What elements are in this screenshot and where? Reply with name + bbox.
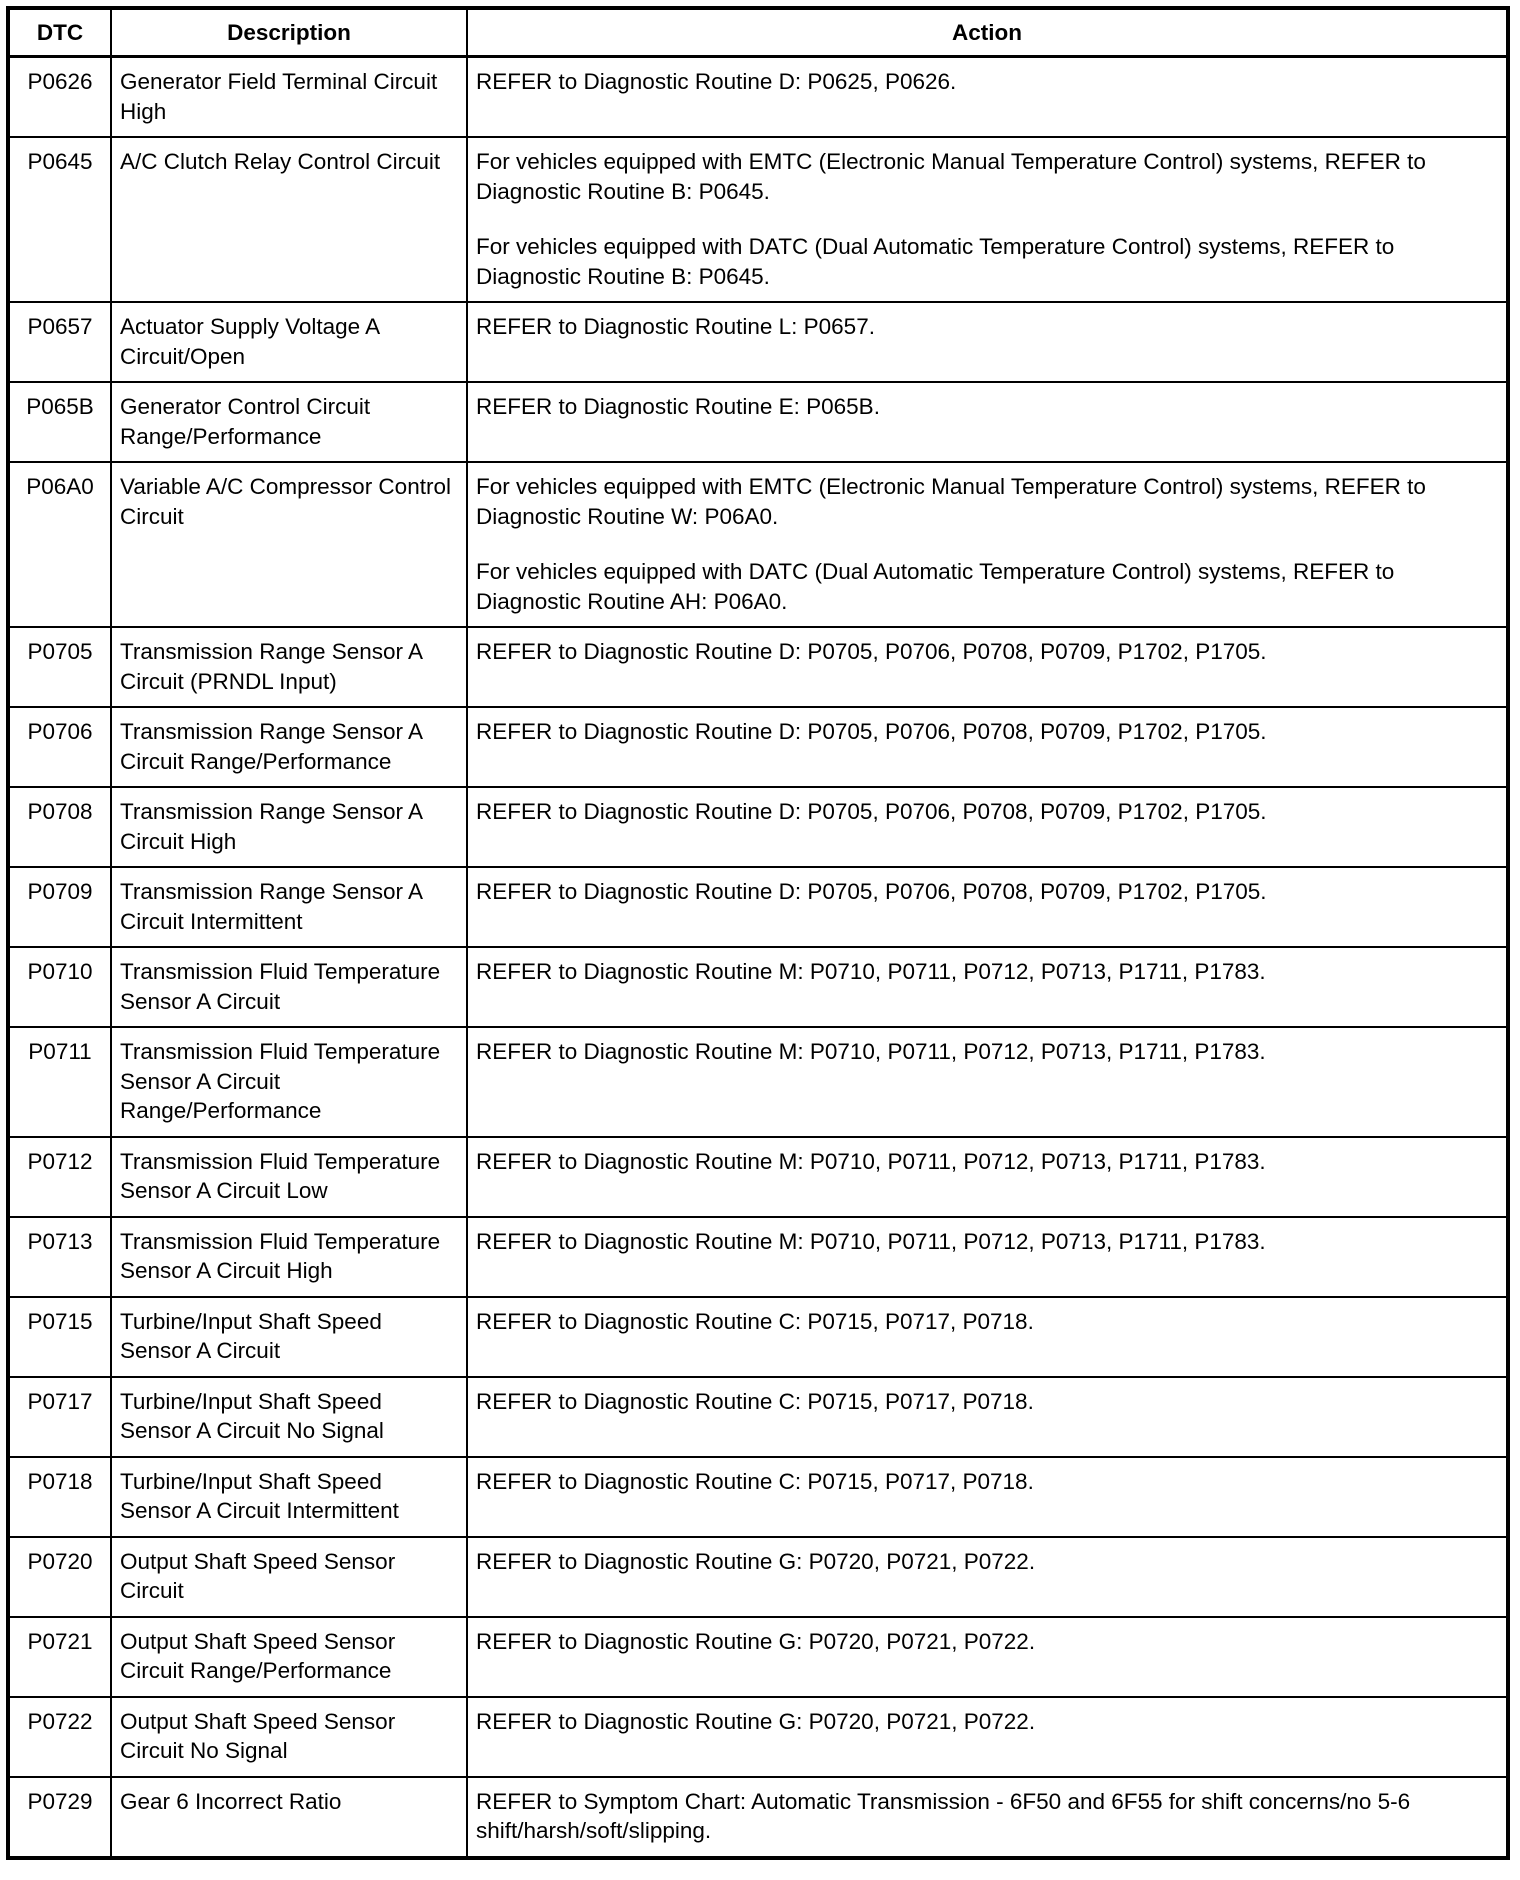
description-cell: Output Shaft Speed Sensor Circuit Range/Performance <box>111 1617 467 1697</box>
dtc-code-cell: P0712 <box>8 1137 111 1217</box>
column-header-dtc: DTC <box>8 8 111 57</box>
dtc-code-cell: P0721 <box>8 1617 111 1697</box>
action-cell <box>467 707 1508 787</box>
description-cell: Transmission Range Sensor A Circuit (PRNDL Input) <box>111 627 467 707</box>
dtc-code-cell: P0713 <box>8 1217 111 1297</box>
action-cell <box>467 1217 1508 1297</box>
action-cell <box>467 1137 1508 1217</box>
dtc-table <box>6 6 1510 1860</box>
column-header-description: Description <box>111 8 467 57</box>
description-cell: Turbine/Input Shaft Speed Sensor A Circuit <box>111 1297 467 1377</box>
dtc-code-cell: P06A0 <box>8 462 111 627</box>
action-paragraph: REFER to Diagnostic Routine G: P0720, P0721, P0722. <box>476 1708 1036 1734</box>
table-row <box>8 137 1508 302</box>
action-paragraph: REFER to Diagnostic Routine G: P0720, P0721, P0722. <box>476 1548 1036 1574</box>
action-paragraph: REFER to Symptom Chart: Automatic Transmission - 6F50 and 6F55 for shift concerns/no 5-6 shift/harsh/soft/slipping. <box>476 1788 1411 1843</box>
action-paragraph: REFER to Diagnostic Routine L: P0657. <box>476 314 875 339</box>
description-cell: Turbine/Input Shaft Speed Sensor A Circuit Intermittent <box>111 1457 467 1537</box>
action-paragraph: REFER to Diagnostic Routine M: P0710, P0711, P0712, P0713, P1711, P1783. <box>476 1148 1266 1174</box>
action-cell <box>467 57 1508 138</box>
action-cell <box>467 1377 1508 1457</box>
table-row <box>8 382 1508 462</box>
action-cell <box>467 1027 1508 1137</box>
table-row <box>8 302 1508 382</box>
table-row <box>8 1027 1508 1137</box>
dtc-code-cell: P0705 <box>8 627 111 707</box>
action-paragraph: REFER to Diagnostic Routine D: P0705, P0706, P0708, P0709, P1702, P1705. <box>476 799 1267 824</box>
table-row <box>8 462 1508 627</box>
dtc-code-cell: P0718 <box>8 1457 111 1537</box>
action-paragraph: REFER to Diagnostic Routine D: P0625, P0626. <box>476 69 957 94</box>
description-cell: Actuator Supply Voltage A Circuit/Open <box>111 302 467 382</box>
description-cell: Transmission Fluid Temperature Sensor A Circuit <box>111 947 467 1027</box>
description-cell: Transmission Fluid Temperature Sensor A Circuit Low <box>111 1137 467 1217</box>
table-row <box>8 1537 1508 1617</box>
dtc-code-cell: P0715 <box>8 1297 111 1377</box>
description-cell: Gear 6 Incorrect Ratio <box>111 1777 467 1858</box>
action-paragraph: REFER to Diagnostic Routine D: P0705, P0706, P0708, P0709, P1702, P1705. <box>476 639 1267 664</box>
description-cell: Variable A/C Compressor Control Circuit <box>111 462 467 627</box>
action-paragraph: For vehicles equipped with EMTC (Electronic Manual Temperature Control) systems, REFER to Diagnostic Routine W: P06A0. <box>476 474 1426 529</box>
action-cell <box>467 382 1508 462</box>
dtc-code-cell: P0708 <box>8 787 111 867</box>
dtc-code-cell: P0711 <box>8 1027 111 1137</box>
dtc-code-cell: P0626 <box>8 57 111 138</box>
table-row <box>8 1297 1508 1377</box>
description-cell: Generator Field Terminal Circuit High <box>111 57 467 138</box>
table-row <box>8 947 1508 1027</box>
action-paragraph: REFER to Diagnostic Routine C: P0715, P0717, P0718. <box>476 1468 1034 1494</box>
description-cell: Output Shaft Speed Sensor Circuit <box>111 1537 467 1617</box>
description-cell: Transmission Range Sensor A Circuit Intermittent <box>111 867 467 947</box>
action-cell <box>467 1537 1508 1617</box>
dtc-code-cell: P0720 <box>8 1537 111 1617</box>
dtc-code-cell: P0706 <box>8 707 111 787</box>
dtc-code-cell: P065B <box>8 382 111 462</box>
column-header-action: Action <box>467 8 1508 57</box>
action-paragraph: REFER to Diagnostic Routine D: P0705, P0706, P0708, P0709, P1702, P1705. <box>476 719 1267 744</box>
table-row <box>8 1777 1508 1858</box>
action-cell <box>467 137 1508 302</box>
action-cell <box>467 1457 1508 1537</box>
action-cell <box>467 1777 1508 1858</box>
dtc-code-cell: P0709 <box>8 867 111 947</box>
table-row <box>8 1697 1508 1777</box>
action-cell <box>467 627 1508 707</box>
table-body <box>8 57 1508 1858</box>
table-row <box>8 1217 1508 1297</box>
action-paragraph: For vehicles equipped with EMTC (Electronic Manual Temperature Control) systems, REFER to Diagnostic Routine B: P0645. <box>476 149 1426 204</box>
action-paragraph: REFER to Diagnostic Routine M: P0710, P0711, P0712, P0713, P1711, P1783. <box>476 959 1266 984</box>
description-cell: Turbine/Input Shaft Speed Sensor A Circuit No Signal <box>111 1377 467 1457</box>
action-cell <box>467 867 1508 947</box>
action-paragraph: REFER to Diagnostic Routine C: P0715, P0717, P0718. <box>476 1388 1034 1414</box>
action-cell <box>467 1617 1508 1697</box>
description-cell: Transmission Range Sensor A Circuit Range/Performance <box>111 707 467 787</box>
table-row <box>8 1617 1508 1697</box>
action-paragraph: For vehicles equipped with DATC (Dual Automatic Temperature Control) systems, REFER to Diagnostic Routine B: P0645. <box>476 234 1395 289</box>
table-row <box>8 1137 1508 1217</box>
dtc-code-cell: P0710 <box>8 947 111 1027</box>
description-cell: A/C Clutch Relay Control Circuit <box>111 137 467 302</box>
table-row <box>8 707 1508 787</box>
action-paragraph: REFER to Diagnostic Routine G: P0720, P0721, P0722. <box>476 1628 1036 1654</box>
action-paragraph: REFER to Diagnostic Routine C: P0715, P0717, P0718. <box>476 1308 1034 1334</box>
dtc-code-cell: P0722 <box>8 1697 111 1777</box>
table-row <box>8 627 1508 707</box>
dtc-table-container <box>6 6 1510 1860</box>
action-cell <box>467 947 1508 1027</box>
dtc-code-cell: P0645 <box>8 137 111 302</box>
table-row <box>8 787 1508 867</box>
description-cell: Transmission Range Sensor A Circuit High <box>111 787 467 867</box>
action-cell <box>467 462 1508 627</box>
table-row <box>8 1377 1508 1457</box>
table-row <box>8 1457 1508 1537</box>
description-cell: Transmission Fluid Temperature Sensor A Circuit Range/Performance <box>111 1027 467 1137</box>
action-cell <box>467 1297 1508 1377</box>
table-row <box>8 867 1508 947</box>
dtc-code-cell: P0657 <box>8 302 111 382</box>
table-header-row <box>8 8 1508 57</box>
description-cell: Output Shaft Speed Sensor Circuit No Signal <box>111 1697 467 1777</box>
action-cell <box>467 787 1508 867</box>
table-row <box>8 57 1508 138</box>
action-paragraph: REFER to Diagnostic Routine E: P065B. <box>476 394 880 419</box>
action-paragraph: REFER to Diagnostic Routine D: P0705, P0706, P0708, P0709, P1702, P1705. <box>476 879 1267 904</box>
description-cell: Generator Control Circuit Range/Performance <box>111 382 467 462</box>
action-cell <box>467 1697 1508 1777</box>
action-cell <box>467 302 1508 382</box>
dtc-code-cell: P0729 <box>8 1777 111 1858</box>
action-paragraph: REFER to Diagnostic Routine M: P0710, P0711, P0712, P0713, P1711, P1783. <box>476 1039 1266 1064</box>
action-paragraph: REFER to Diagnostic Routine M: P0710, P0711, P0712, P0713, P1711, P1783. <box>476 1228 1266 1254</box>
description-cell: Transmission Fluid Temperature Sensor A Circuit High <box>111 1217 467 1297</box>
dtc-code-cell: P0717 <box>8 1377 111 1457</box>
action-paragraph: For vehicles equipped with DATC (Dual Automatic Temperature Control) systems, REFER to Diagnostic Routine AH: P06A0. <box>476 559 1395 614</box>
